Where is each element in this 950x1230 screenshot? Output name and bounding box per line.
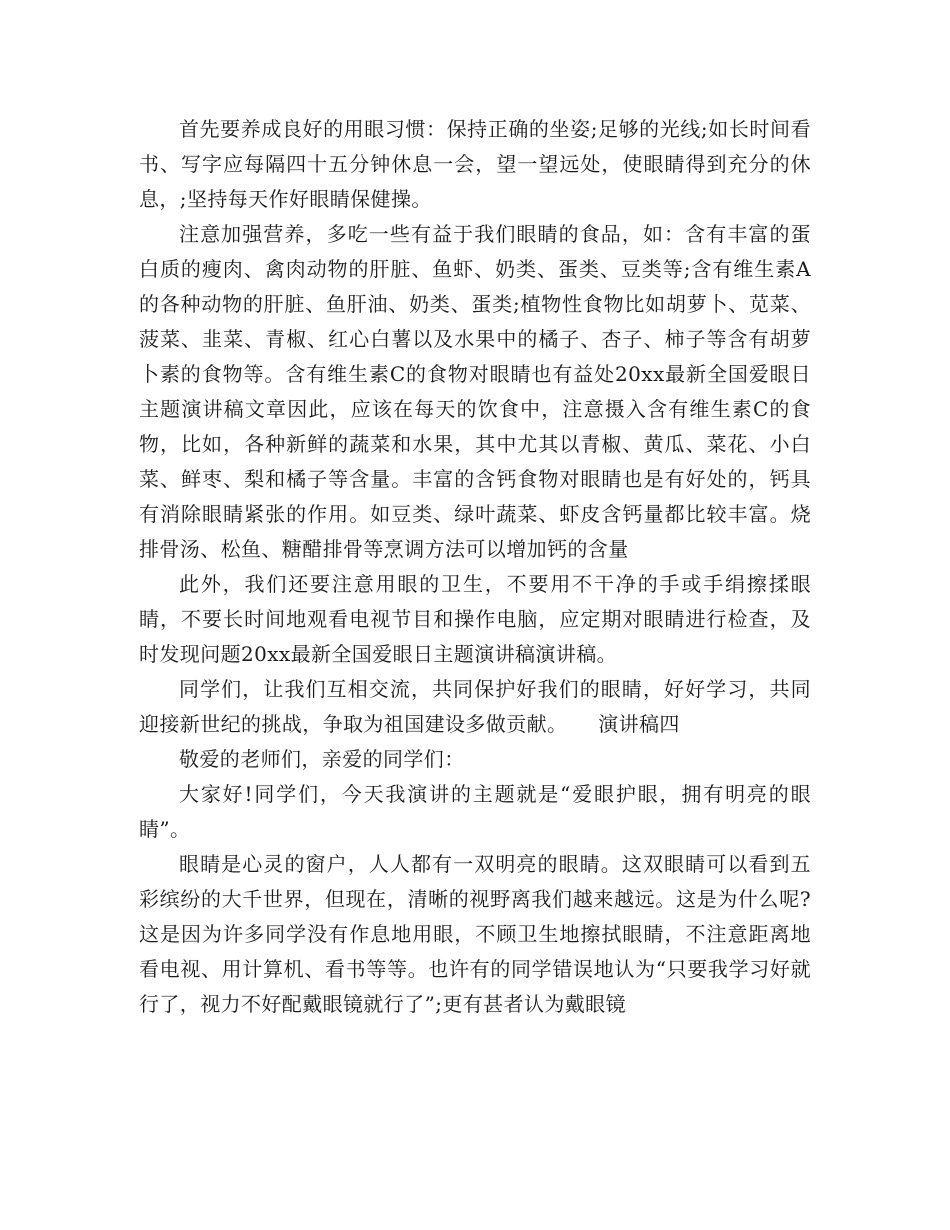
paragraph-eyes-window: 眼睛是心灵的窗户，人人都有一双明亮的眼睛。这双眼睛可以看到五彩缤纷的大千世界，但现在，清晰的视野离我们越来越远。这是为什么呢?这是因为许多同学没有作息地用眼，不顾卫生地擦拭眼睛，不注意距离地看电视、用计算机、看书等等。也许有的同学错误地认为“只要我学习好就行了，视力不好配戴眼镜就行了”;更有甚者认为戴眼镜 bbox=[139, 852, 811, 1016]
paragraph-greeting-topic: 大家好!同学们，今天我演讲的主题就是“爱眼护眼，拥有明亮的眼睛”。 bbox=[139, 782, 811, 841]
paragraph-eye-habits: 首先要养成良好的用眼习惯：保持正确的坐姿;足够的光线;如长时间看书、写字应每隔四十五分钟休息一会，望一望远处，使眼睛得到充分的休息，;坚持每天作好眼睛保健操。 bbox=[139, 117, 811, 211]
paragraph-nutrition: 注意加强营养，多吃一些有益于我们眼睛的食品，如：含有丰富的蛋白质的瘦肉、禽肉动物的肝脏、鱼虾、奶类、蛋类、豆类等;含有维生素A的各种动物的肝脏、鱼肝油、奶类、蛋类;植物性食物比如胡萝卜、苋菜、菠菜、韭菜、青椒、红心白薯以及水果中的橘子、杏子、柿子等含有胡萝卜素的食物等。含有维生素C的食物对眼睛也有益处20xx最新全国爱眼日主题演讲稿文章因此，应该在每天的饮食中，注意摄入含有维生素C的食物，比如，各种新鲜的蔬菜和水果，其中尤其以青椒、黄瓜、菜花、小白菜、鲜枣、梨和橘子等含量。丰富的含钙食物对眼睛也是有好处的，钙具有消除眼睛紧张的作用。如豆类、绿叶蔬菜、虾皮含钙量都比较丰富。烧排骨汤、松鱼、糖醋排骨等烹调方法可以增加钙的含量 bbox=[139, 222, 811, 561]
paragraph-eye-hygiene: 此外，我们还要注意用眼的卫生，不要用不干净的手或手绢擦揉眼睛，不要长时间地观看电视节目和操作电脑，应定期对眼睛进行检查，及时发现问题20xx最新全国爱眼日主题演讲稿演讲稿。 bbox=[139, 572, 811, 666]
paragraph-salutation: 敬爱的老师们，亲爱的同学们： bbox=[179, 747, 465, 771]
document-body bbox=[139, 112, 811, 1022]
paragraph-call-to-action: 同学们，让我们互相交流，共同保护好我们的眼睛，好好学习，共同迎接新世纪的挑战，争取为祖国建设多做贡献。 演讲稿四 bbox=[139, 677, 811, 736]
